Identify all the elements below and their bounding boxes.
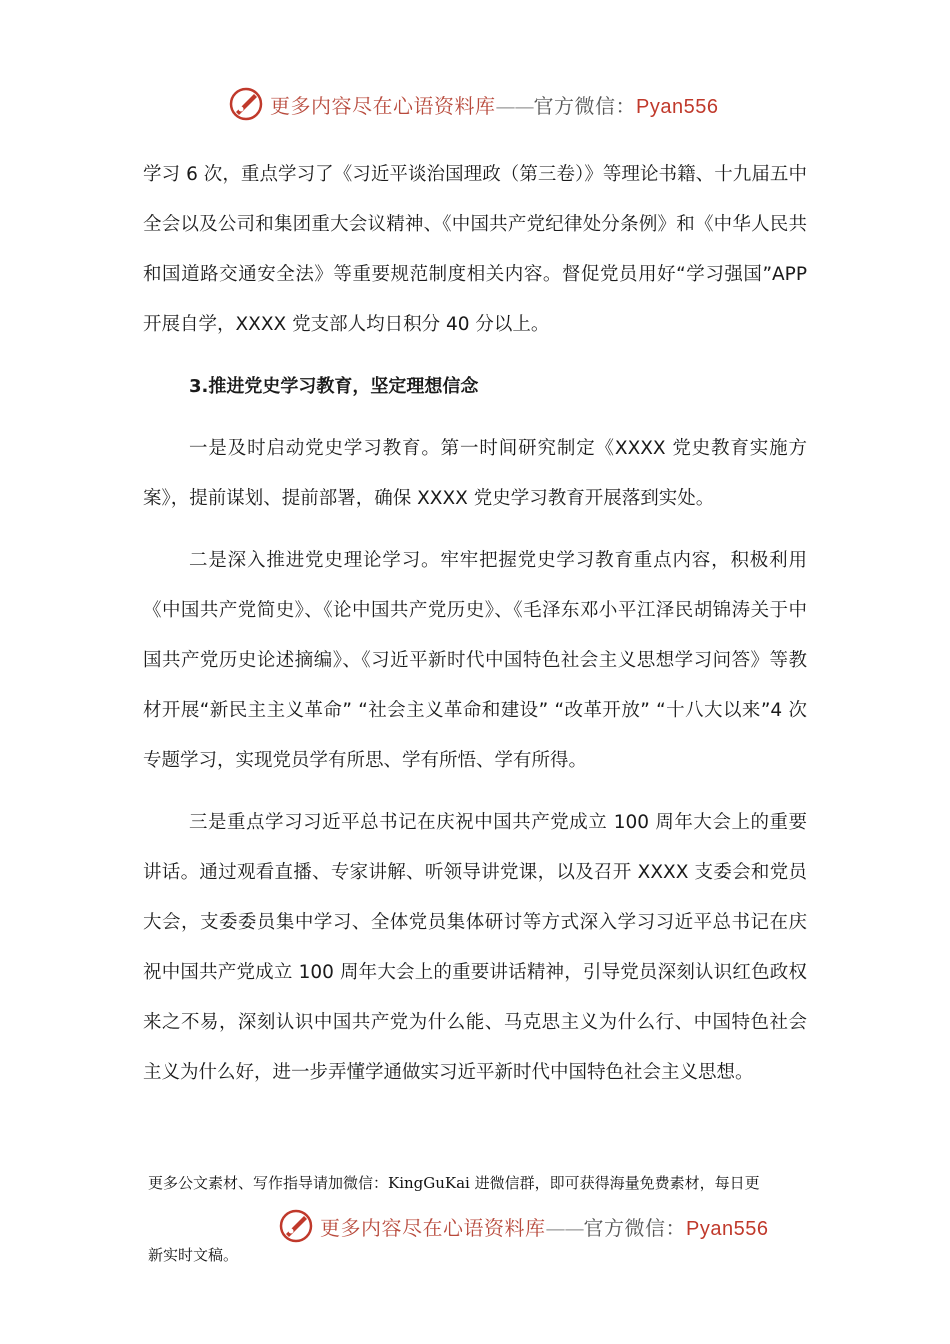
pen-logo-icon (278, 1208, 314, 1244)
watermark-header (228, 86, 718, 122)
pen-logo-icon (228, 86, 264, 122)
section-heading: 3.推进党史学习教育，坚定理想信念 (189, 376, 479, 397)
footer-promo-line-1: 更多公文素材、写作指导请加微信：KingGuKai 进微信群，即可获得海量免费素材，每日更 (148, 1174, 760, 1192)
footer-promo-line-2: 新实时文稿。 (148, 1246, 239, 1264)
paragraph-3: 二是深入推进党史理论学习。牢牢把握党史学习教育重点内容，积极利用《中国共产党简史》、《论中国共产党历史》、《毛泽东邓小平江泽民胡锦涛关于中国共产党历史论述摘编》、《习近平新时代中国特色社会主义思想学习问答》等教材开展“新民主主义革命” “社会主义革命和建设” “改革开放” “十八大以来”4 次专题学习，实现党员学有所思、学有所悟、学有所得。 (143, 550, 807, 771)
watermark-text: 更多内容尽在心语资料库——官方微信：Pyan556 (270, 93, 719, 118)
paragraph-4: 三是重点学习习近平总书记在庆祝中国共产党成立 100 周年大会上的重要讲话。通过观看直播、专家讲解、听领导讲党课，以及召开 XXXX 支委会和党员大会，支委委员集中学习、全体党员集体研讨等方式深入学习习近平总书记在庆祝中国共产党成立 100 周年大会上的重要讲话精神，引导党员深刻认识红色政权来之不易，深刻认识中国共产党为什么能、马克思主义为什么行、中国特色社会主义为什么好，进一步弄懂学通做实习近平新时代中国特色社会主义思想。 (143, 812, 807, 1083)
paragraph-2: 一是及时启动党史学习教育。第一时间研究制定《XXXX 党史教育实施方案》，提前谋划、提前部署，确保 XXXX 党史学习教育开展落到实处。 (143, 438, 807, 509)
document-body (143, 150, 807, 1098)
watermark-text: 更多内容尽在心语资料库——官方微信：Pyan556 (320, 1215, 769, 1240)
watermark-footer (278, 1208, 768, 1244)
paragraph-1: 学习 6 次，重点学习了《习近平谈治国理政（第三卷）》等理论书籍、十九届五中全会以及公司和集团重大会议精神、《中国共产党纪律处分条例》和《中华人民共和国道路交通安全法》等重要规范制度相关内容。督促党员用好“学习强国”APP 开展自学，XXXX 党支部人均日积分 40 分以上。 (143, 164, 807, 335)
